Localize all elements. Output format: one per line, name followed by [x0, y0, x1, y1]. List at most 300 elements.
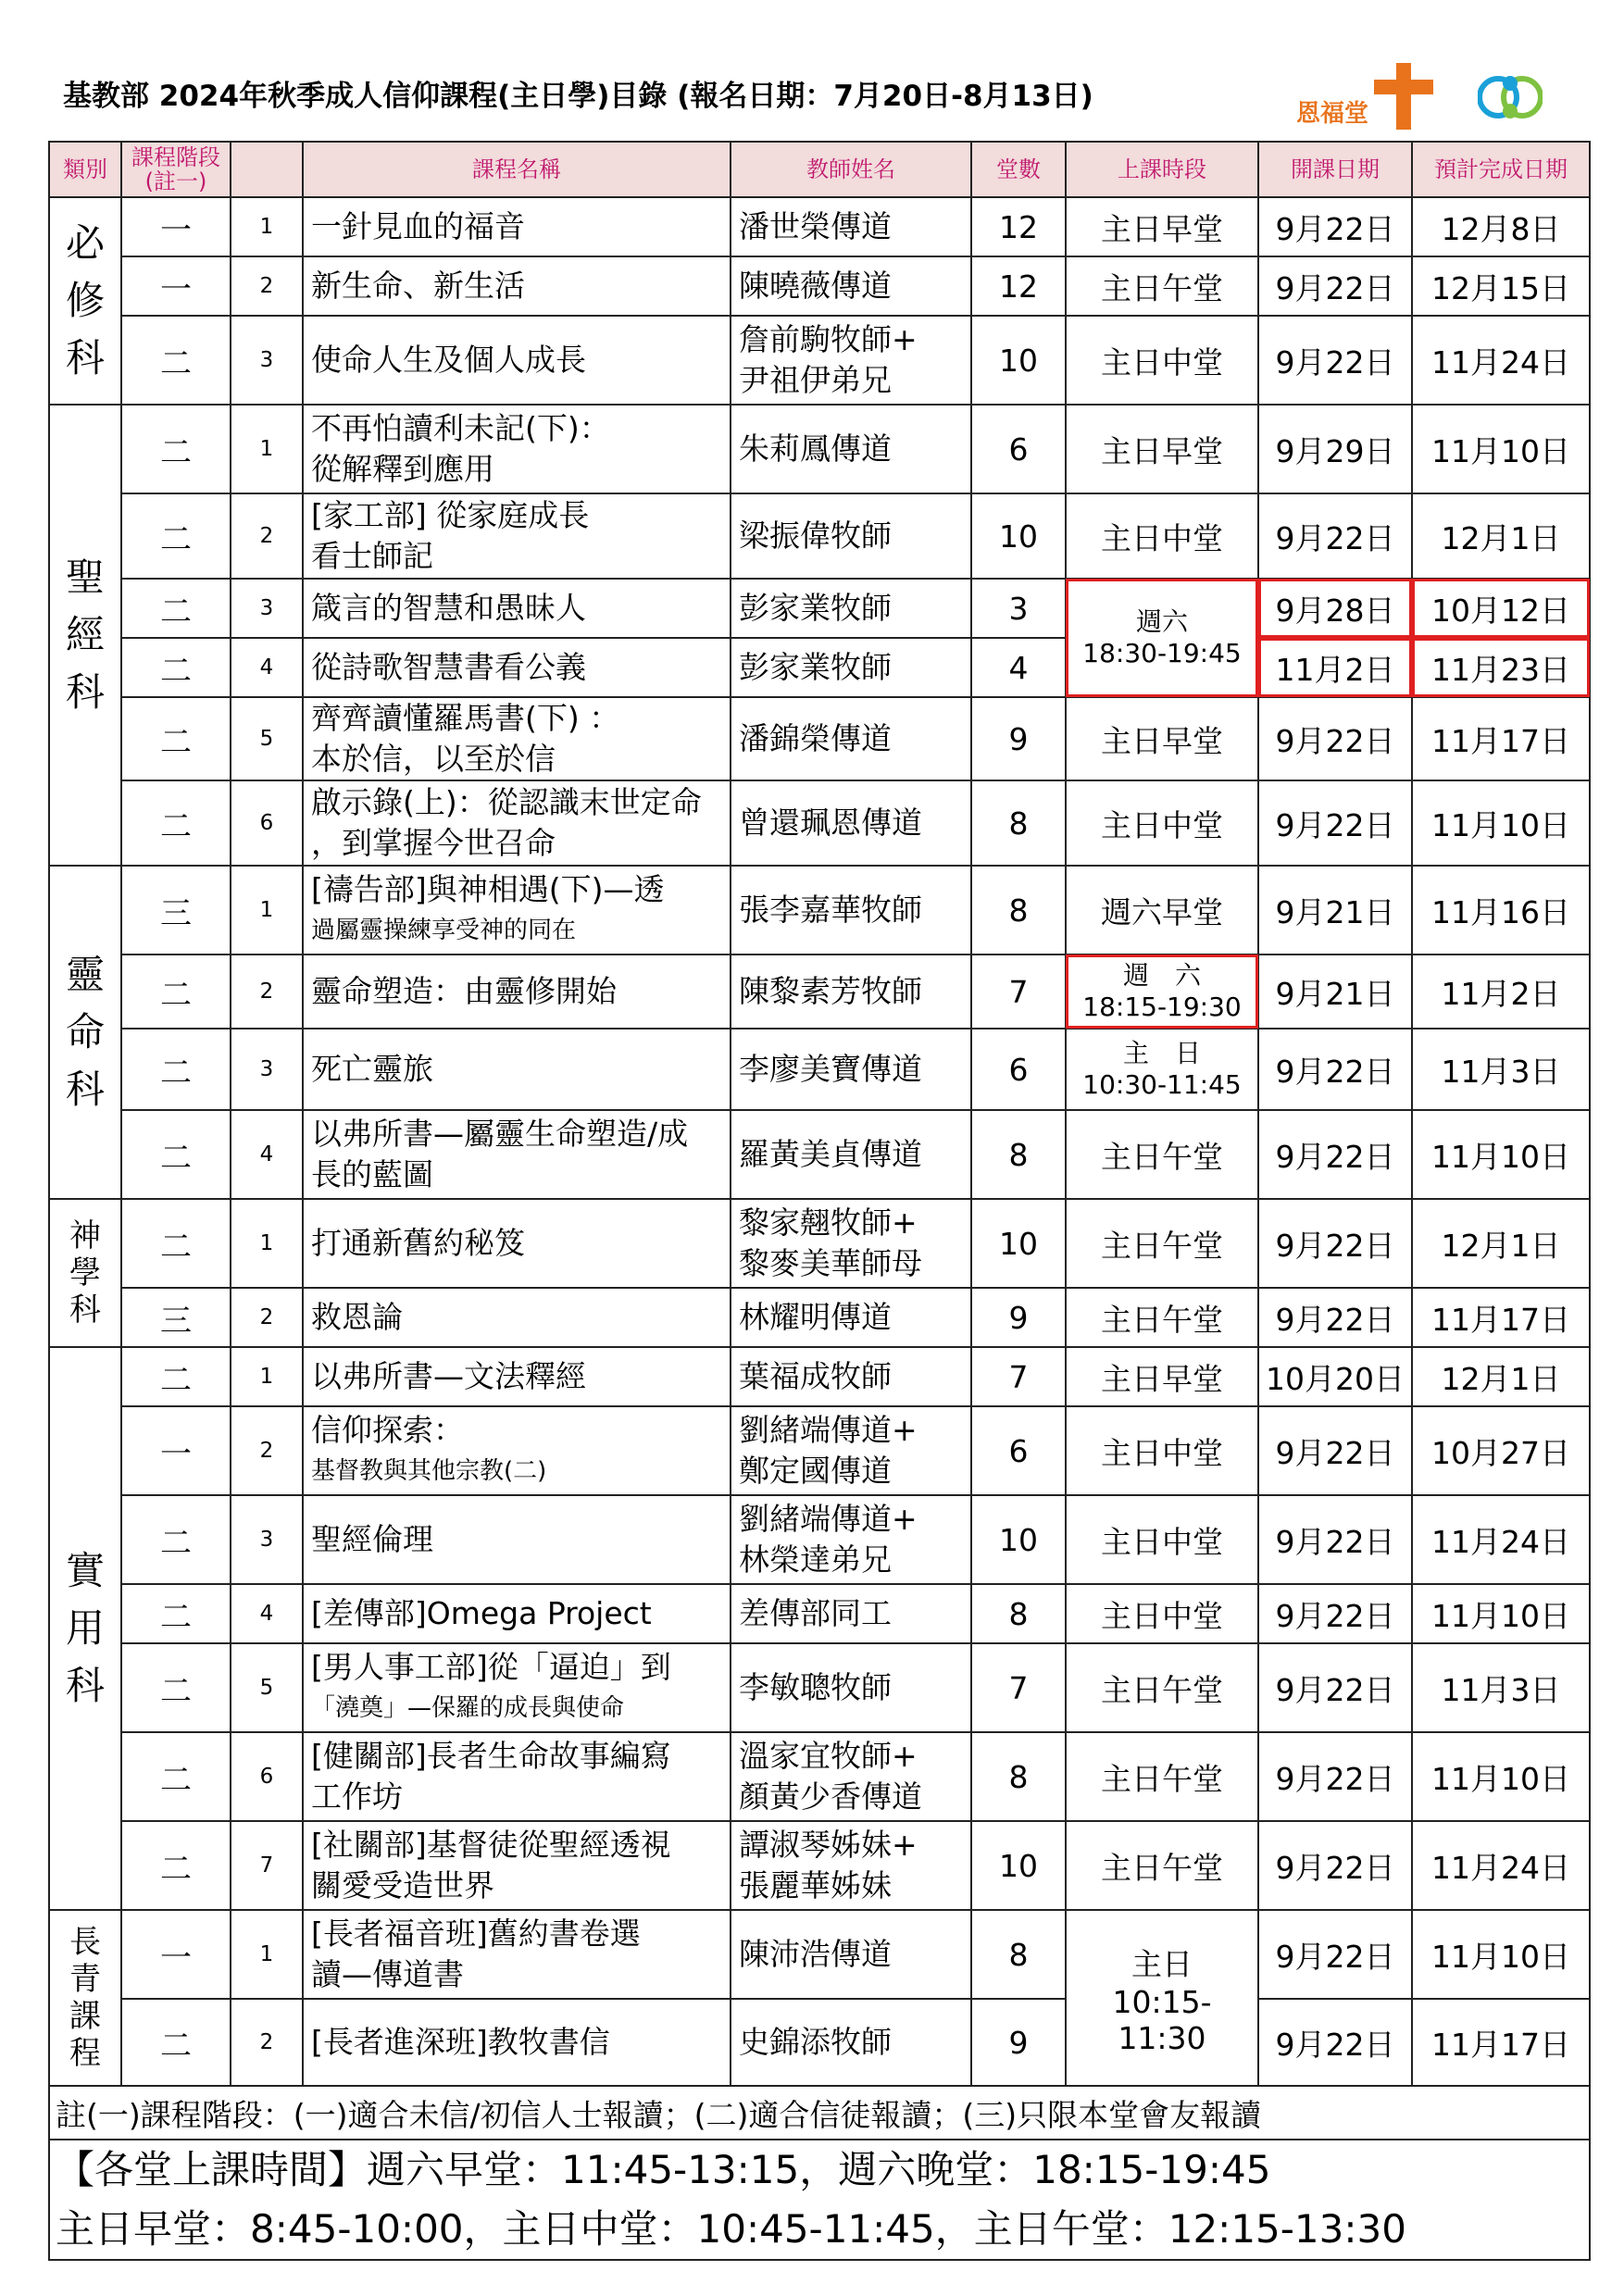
start-date: 9月22日 [1258, 1288, 1412, 1347]
table-row [49, 638, 1590, 697]
course-name-cell [303, 1495, 731, 1584]
teacher-name-2: 黎麥美華師母 [739, 1245, 922, 1281]
end-date: 10月12日 [1412, 579, 1590, 638]
table-row [49, 405, 1590, 493]
course-name-sub: 本於信，以至於信 [311, 741, 556, 777]
teacher-name: 溫家宜牧師+ [739, 1738, 918, 1774]
course-name-sub: 工作坊 [311, 1778, 403, 1815]
category-char: 聖 [65, 555, 105, 600]
category-char: 經 [65, 612, 105, 657]
lesson-count: 8 [971, 780, 1066, 866]
teacher-cell [731, 316, 971, 405]
category-char: 科 [69, 1292, 101, 1329]
start-date: 9月22日 [1258, 1999, 1412, 2086]
start-date: 11月2日 [1258, 638, 1412, 697]
church-name: 恩福堂 [1296, 100, 1369, 128]
lesson-count: 7 [971, 1347, 1066, 1406]
course-name: [禱告部]與神相遇(下)—透 [311, 871, 665, 907]
course-number: 3 [231, 1495, 303, 1584]
time-slot-line: 主日午堂 [1101, 1671, 1223, 1708]
course-number: 5 [231, 1643, 303, 1732]
time-slot-line: 主日中堂 [1101, 1523, 1223, 1560]
course-name-cell [303, 1643, 731, 1732]
table-row [49, 1110, 1590, 1199]
course-name-cell [303, 780, 731, 866]
teacher-name: 潘世榮傳道 [739, 208, 892, 244]
start-date: 9月22日 [1258, 493, 1412, 579]
time-slot [1066, 697, 1258, 780]
teacher-name: 梁振偉牧師 [739, 518, 892, 554]
start-date: 9月21日 [1258, 866, 1412, 955]
category-char: 必 [65, 220, 105, 266]
course-name: 齊齊讀懂羅馬書(下) ： [311, 700, 620, 736]
course-number: 4 [231, 1584, 303, 1643]
end-date: 12月1日 [1412, 493, 1590, 579]
course-number: 2 [231, 1288, 303, 1347]
time-slot [1066, 493, 1258, 579]
stage-cell: 二 [121, 697, 231, 780]
table-row [49, 1910, 1590, 1999]
course-table [48, 141, 1591, 2261]
schedule-line-1: 【各堂上課時間】週六早堂：11:45-13:15，週六晚堂：18:15-19:45 [56, 2147, 1271, 2192]
time-slot [1066, 1643, 1258, 1732]
category-char: 長 [69, 1924, 101, 1961]
course-name-cell [303, 1732, 731, 1821]
course-name-sub: ，到掌握今世召命 [311, 825, 556, 861]
end-date: 10月27日 [1412, 1406, 1590, 1495]
time-slot-line: 主日午堂 [1101, 1138, 1223, 1175]
header-end: 預計完成日期 [1412, 142, 1590, 197]
end-date: 11月17日 [1412, 1288, 1590, 1347]
category-char: 青 [69, 1961, 101, 1998]
course-number: 3 [231, 316, 303, 405]
time-slot-line: 主日中堂 [1101, 806, 1223, 843]
end-date: 12月1日 [1412, 1347, 1590, 1406]
end-date: 11月10日 [1412, 1732, 1590, 1821]
time-slot [1066, 1288, 1258, 1347]
teacher-name: 羅黃美貞傳道 [739, 1136, 922, 1172]
course-name: [社關部]基督徒從聖經透視 [311, 1827, 671, 1863]
teacher-name: 曾還珮恩傳道 [739, 805, 922, 841]
stage-cell: 二 [121, 1110, 231, 1199]
table-row [49, 316, 1590, 405]
teacher-name: 詹前駒牧師+ [739, 321, 918, 357]
course-number: 2 [231, 493, 303, 579]
course-name-cell [303, 493, 731, 579]
page-title: 基教部 2024年秋季成人信仰課程(主日學)目錄 (報名日期：7月20日-8月13日) [63, 80, 1093, 113]
teacher-name-2: 張麗華姊妹 [739, 1867, 892, 1903]
teacher-cell [731, 1029, 971, 1110]
course-name: 不再怕讀利未記(下)： [311, 410, 610, 446]
category-char: 科 [65, 335, 105, 381]
course-name-cell [303, 256, 731, 316]
teacher-cell [731, 1584, 971, 1643]
table-row [49, 493, 1590, 579]
end-date: 12月1日 [1412, 1199, 1590, 1288]
teacher-name-2: 顏黃少香傳道 [739, 1778, 922, 1815]
teacher-name: 李敏聰牧師 [739, 1669, 892, 1705]
time-slot-line: 主日早堂 [1101, 722, 1223, 759]
time-slot [1066, 579, 1258, 697]
teacher-cell [731, 697, 971, 780]
teacher-cell [731, 780, 971, 866]
lesson-count: 10 [971, 316, 1066, 405]
course-name-cell [303, 1347, 731, 1406]
time-slot-line: 主日中堂 [1101, 1434, 1223, 1471]
stage-cell: 二 [121, 1584, 231, 1643]
end-date: 11月24日 [1412, 1495, 1590, 1584]
course-name-cell [303, 1029, 731, 1110]
header-course-name: 課程名稱 [303, 142, 731, 197]
course-name-cell [303, 1406, 731, 1495]
time-slot-line-2: 18:15-19:30 [1082, 992, 1242, 1022]
course-name: 聖經倫理 [311, 1521, 433, 1557]
schedule-line-2: 主日早堂：8:45-10:00，主日中堂：10:45-11:45，主日午堂：12:15-13:30 [56, 2206, 1406, 2252]
header-start: 開課日期 [1258, 142, 1412, 197]
teacher-name-2: 鄭定國傳道 [739, 1453, 892, 1489]
teacher-cell [731, 1288, 971, 1347]
table-row [49, 1029, 1590, 1110]
start-date: 9月22日 [1258, 316, 1412, 405]
category-char: 修 [65, 278, 105, 323]
course-name-cell [303, 697, 731, 780]
stage-cell: 一 [121, 1910, 231, 1999]
teacher-name: 朱莉鳳傳道 [739, 430, 892, 467]
time-slot-line-2: 10:15- [1112, 1983, 1212, 2020]
stage-cell: 三 [121, 866, 231, 955]
start-date: 9月22日 [1258, 1495, 1412, 1584]
end-date: 11月17日 [1412, 1999, 1590, 2086]
teacher-name: 潘錦榮傳道 [739, 720, 892, 756]
course-number: 4 [231, 1110, 303, 1199]
start-date: 9月22日 [1258, 1584, 1412, 1643]
time-slot-line: 主日午堂 [1101, 1227, 1223, 1264]
course-name: 使命人生及個人成長 [311, 342, 586, 378]
course-number: 1 [231, 1347, 303, 1406]
time-slot [1066, 256, 1258, 316]
course-name: 救恩論 [311, 1299, 403, 1335]
course-name-cell [303, 1199, 731, 1288]
start-date: 9月22日 [1258, 1110, 1412, 1199]
course-name: 啟示錄(上)：從認識末世定命 [311, 784, 702, 820]
start-date: 9月29日 [1258, 405, 1412, 493]
time-slot-line: 週六早堂 [1101, 893, 1223, 930]
time-slot [1066, 1110, 1258, 1199]
table-row [49, 955, 1590, 1029]
teacher-name: 張李嘉華牧師 [739, 892, 922, 928]
category-char: 實 [65, 1548, 105, 1593]
stage-cell: 二 [121, 316, 231, 405]
lesson-count: 6 [971, 405, 1066, 493]
teacher-cell [731, 1643, 971, 1732]
lesson-count: 10 [971, 1821, 1066, 1910]
end-date: 12月15日 [1412, 256, 1590, 316]
start-date: 9月22日 [1258, 1199, 1412, 1288]
header-category: 類別 [49, 142, 121, 197]
lesson-count: 8 [971, 1732, 1066, 1821]
lesson-count: 12 [971, 256, 1066, 316]
time-slot-line: 主日早堂 [1101, 1360, 1223, 1397]
teacher-name: 陳沛浩傳道 [739, 1936, 892, 1972]
course-name-sub: 從解釋到應用 [311, 451, 494, 487]
end-date: 11月3日 [1412, 1029, 1590, 1110]
course-name: 箴言的智慧和愚昧人 [311, 590, 586, 626]
teacher-cell [731, 405, 971, 493]
lesson-count: 4 [971, 638, 1066, 697]
brand-emblem-icon [1478, 67, 1543, 128]
course-number: 2 [231, 1406, 303, 1495]
teacher-name: 劉緒端傳道+ [739, 1412, 918, 1448]
lesson-count: 10 [971, 1495, 1066, 1584]
table-row [49, 1821, 1590, 1910]
table-row [49, 1347, 1590, 1406]
start-date: 9月22日 [1258, 1406, 1412, 1495]
table-row [49, 866, 1590, 955]
stage-note: 註(一)課程階段：(一)適合未信/初信人士報讀；(二)適合信徒報讀；(三)只限本堂會友報讀 [49, 2086, 1590, 2140]
lesson-count: 8 [971, 866, 1066, 955]
teacher-name: 彭家業牧師 [739, 590, 892, 626]
course-name: 以弗所書—文法釋經 [311, 1358, 586, 1394]
teacher-cell [731, 197, 971, 256]
start-date: 9月28日 [1258, 579, 1412, 638]
course-name-cell [303, 405, 731, 493]
church-logo [1296, 59, 1574, 137]
teacher-cell [731, 1910, 971, 1999]
teacher-name: 劉緒端傳道+ [739, 1501, 918, 1537]
time-slot [1066, 1821, 1258, 1910]
teacher-name: 陳曉薇傳道 [739, 268, 892, 304]
time-slot-line: 主日午堂 [1101, 1760, 1223, 1797]
end-date: 11月10日 [1412, 780, 1590, 866]
course-name: [家工部] 從家庭成長 [311, 497, 590, 533]
lesson-count: 9 [971, 1999, 1066, 2086]
teacher-name: 黎家翹牧師+ [739, 1204, 918, 1241]
course-name-cell [303, 1110, 731, 1199]
course-name: [差傳部]Omega Project [311, 1595, 652, 1631]
table-row [49, 780, 1590, 866]
time-slot-line: 主 日 [1122, 1038, 1201, 1068]
time-slot-line: 主日中堂 [1101, 343, 1223, 381]
header-number [231, 142, 303, 197]
course-name-sub: 長的藍圖 [311, 1156, 433, 1192]
teacher-name: 彭家業牧師 [739, 649, 892, 685]
course-number: 2 [231, 256, 303, 316]
stage-cell: 二 [121, 1999, 231, 2086]
teacher-name: 陳黎素芳牧師 [739, 973, 922, 1009]
category-char: 靈 [65, 952, 105, 997]
start-date: 9月22日 [1258, 197, 1412, 256]
stage-cell: 二 [121, 955, 231, 1029]
time-slot [1066, 1495, 1258, 1584]
table-row [49, 1495, 1590, 1584]
category-char: 學 [69, 1254, 101, 1292]
teacher-name: 林耀明傳道 [739, 1299, 892, 1335]
time-slot-line-2: 18:30-19:45 [1082, 638, 1242, 668]
course-name-sub: 過屬靈操練享受神的同在 [311, 917, 577, 944]
teacher-cell [731, 493, 971, 579]
schedule-times [49, 2140, 1590, 2260]
end-date: 11月17日 [1412, 697, 1590, 780]
time-slot [1066, 1732, 1258, 1821]
time-slot-line: 週六 [1135, 606, 1188, 637]
stage-cell: 二 [121, 493, 231, 579]
course-number: 1 [231, 1199, 303, 1288]
stage-cell: 二 [121, 1732, 231, 1821]
lesson-count: 9 [971, 1288, 1066, 1347]
teacher-cell [731, 866, 971, 955]
stage-cell: 二 [121, 1199, 231, 1288]
end-date: 11月10日 [1412, 1110, 1590, 1199]
table-row [49, 1732, 1590, 1821]
end-date: 11月10日 [1412, 1584, 1590, 1643]
table-row [49, 256, 1590, 316]
category-char: 神 [69, 1217, 101, 1254]
start-date: 9月22日 [1258, 1821, 1412, 1910]
teacher-name-2: 林榮達弟兄 [739, 1541, 892, 1578]
end-date: 11月2日 [1412, 955, 1590, 1029]
time-slot [1066, 1199, 1258, 1288]
time-slot-line: 主日中堂 [1101, 1597, 1223, 1634]
end-date: 11月16日 [1412, 866, 1590, 955]
course-name-cell [303, 866, 731, 955]
time-slot-line: 主日中堂 [1101, 519, 1223, 556]
course-name: 死亡靈旅 [311, 1051, 433, 1087]
lesson-count: 6 [971, 1029, 1066, 1110]
start-date: 9月21日 [1258, 955, 1412, 1029]
lesson-count: 3 [971, 579, 1066, 638]
stage-cell: 二 [121, 405, 231, 493]
stage-cell: 一 [121, 1406, 231, 1495]
table-row [49, 579, 1590, 638]
course-name: 從詩歌智慧書看公義 [311, 649, 586, 685]
stage-cell: 二 [121, 638, 231, 697]
course-name: 一針見血的福音 [311, 208, 525, 244]
time-slot [1066, 780, 1258, 866]
teacher-name: 史錦添牧師 [739, 2024, 892, 2060]
end-date: 11月24日 [1412, 316, 1590, 405]
table-row [49, 1288, 1590, 1347]
course-number: 1 [231, 405, 303, 493]
course-number: 3 [231, 1029, 303, 1110]
start-date: 9月22日 [1258, 256, 1412, 316]
course-name: 新生命、新生活 [311, 268, 525, 304]
course-name-cell [303, 1910, 731, 1999]
start-date: 9月22日 [1258, 1910, 1412, 1999]
course-name-cell [303, 1288, 731, 1347]
time-slot [1066, 955, 1258, 1029]
start-date: 9月22日 [1258, 697, 1412, 780]
header-time: 上課時段 [1066, 142, 1258, 197]
lesson-count: 8 [971, 1110, 1066, 1199]
time-slot [1066, 1584, 1258, 1643]
lesson-count: 8 [971, 1910, 1066, 1999]
category-char: 科 [65, 669, 105, 715]
header-lessons: 堂數 [971, 142, 1066, 197]
category-char: 程 [69, 2035, 101, 2072]
course-name: [男人事工部]從「逼迫」到 [311, 1649, 671, 1685]
start-date: 10月20日 [1258, 1347, 1412, 1406]
course-number: 2 [231, 955, 303, 1029]
stage-cell: 二 [121, 1029, 231, 1110]
teacher-cell [731, 1406, 971, 1495]
category-changqing [49, 1910, 121, 2086]
time-slot [1066, 866, 1258, 955]
time-slot [1066, 1029, 1258, 1110]
table-row [49, 197, 1590, 256]
teacher-cell [731, 1821, 971, 1910]
teacher-cell [731, 1110, 971, 1199]
lesson-count: 12 [971, 197, 1066, 256]
stage-cell: 二 [121, 780, 231, 866]
stage-cell: 二 [121, 1495, 231, 1584]
course-name: [長者進深班]教牧書信 [311, 2024, 610, 2060]
teacher-cell [731, 638, 971, 697]
time-slot-line: 主日早堂 [1101, 210, 1223, 247]
teacher-name: 譚淑琴姊妹+ [739, 1827, 918, 1863]
course-name-cell [303, 197, 731, 256]
course-number: 1 [231, 866, 303, 955]
course-name-cell [303, 1821, 731, 1910]
teacher-name-2: 尹祖伊弟兄 [739, 362, 892, 398]
time-slot-line: 主日午堂 [1101, 1301, 1223, 1338]
course-name-sub: 「澆奠」—保羅的成長與使命 [311, 1694, 625, 1722]
course-name-cell [303, 1584, 731, 1643]
lesson-count: 8 [971, 1584, 1066, 1643]
cross-icon [1370, 63, 1435, 130]
time-slot-line: 主日早堂 [1101, 432, 1223, 469]
time-slot [1066, 405, 1258, 493]
lesson-count: 6 [971, 1406, 1066, 1495]
start-date: 9月22日 [1258, 1732, 1412, 1821]
stage-cell: 二 [121, 1347, 231, 1406]
category-char: 用 [65, 1605, 105, 1651]
end-date: 11月10日 [1412, 405, 1590, 493]
course-name-cell [303, 638, 731, 697]
course-name: 靈命塑造：由靈修開始 [311, 973, 617, 1009]
course-name: 信仰探索： [311, 1412, 464, 1448]
teacher-name: 李廖美寶傳道 [739, 1051, 922, 1087]
category-char: 科 [65, 1067, 105, 1112]
lesson-count: 7 [971, 1643, 1066, 1732]
header-teacher: 教師姓名 [731, 142, 971, 197]
course-number: 6 [231, 1732, 303, 1821]
category-bixiu [49, 197, 121, 405]
table-row [49, 1999, 1590, 2086]
stage-cell: 二 [121, 579, 231, 638]
time-slot-line-2: 10:30-11:45 [1082, 1069, 1242, 1100]
lesson-count: 9 [971, 697, 1066, 780]
lesson-count: 10 [971, 493, 1066, 579]
teacher-cell [731, 256, 971, 316]
teacher-cell [731, 1999, 971, 2086]
time-slot-line-3: 11:30 [1118, 2019, 1206, 2056]
course-name: [長者福音班]舊約書卷選 [311, 1915, 641, 1952]
course-name-sub: 關愛受造世界 [311, 1867, 494, 1903]
course-number: 5 [231, 697, 303, 780]
teacher-cell [731, 579, 971, 638]
time-slot [1066, 316, 1258, 405]
teacher-cell [731, 1495, 971, 1584]
stage-cell: 一 [121, 256, 231, 316]
end-date: 11月3日 [1412, 1643, 1590, 1732]
course-name-sub: 看士師記 [311, 538, 433, 574]
course-number: 1 [231, 197, 303, 256]
course-name-sub: 基督教與其他宗教(二) [311, 1457, 547, 1485]
teacher-name: 差傳部同工 [739, 1595, 892, 1631]
teacher-cell [731, 1347, 971, 1406]
stage-cell: 一 [121, 197, 231, 256]
stage-cell: 二 [121, 1643, 231, 1732]
